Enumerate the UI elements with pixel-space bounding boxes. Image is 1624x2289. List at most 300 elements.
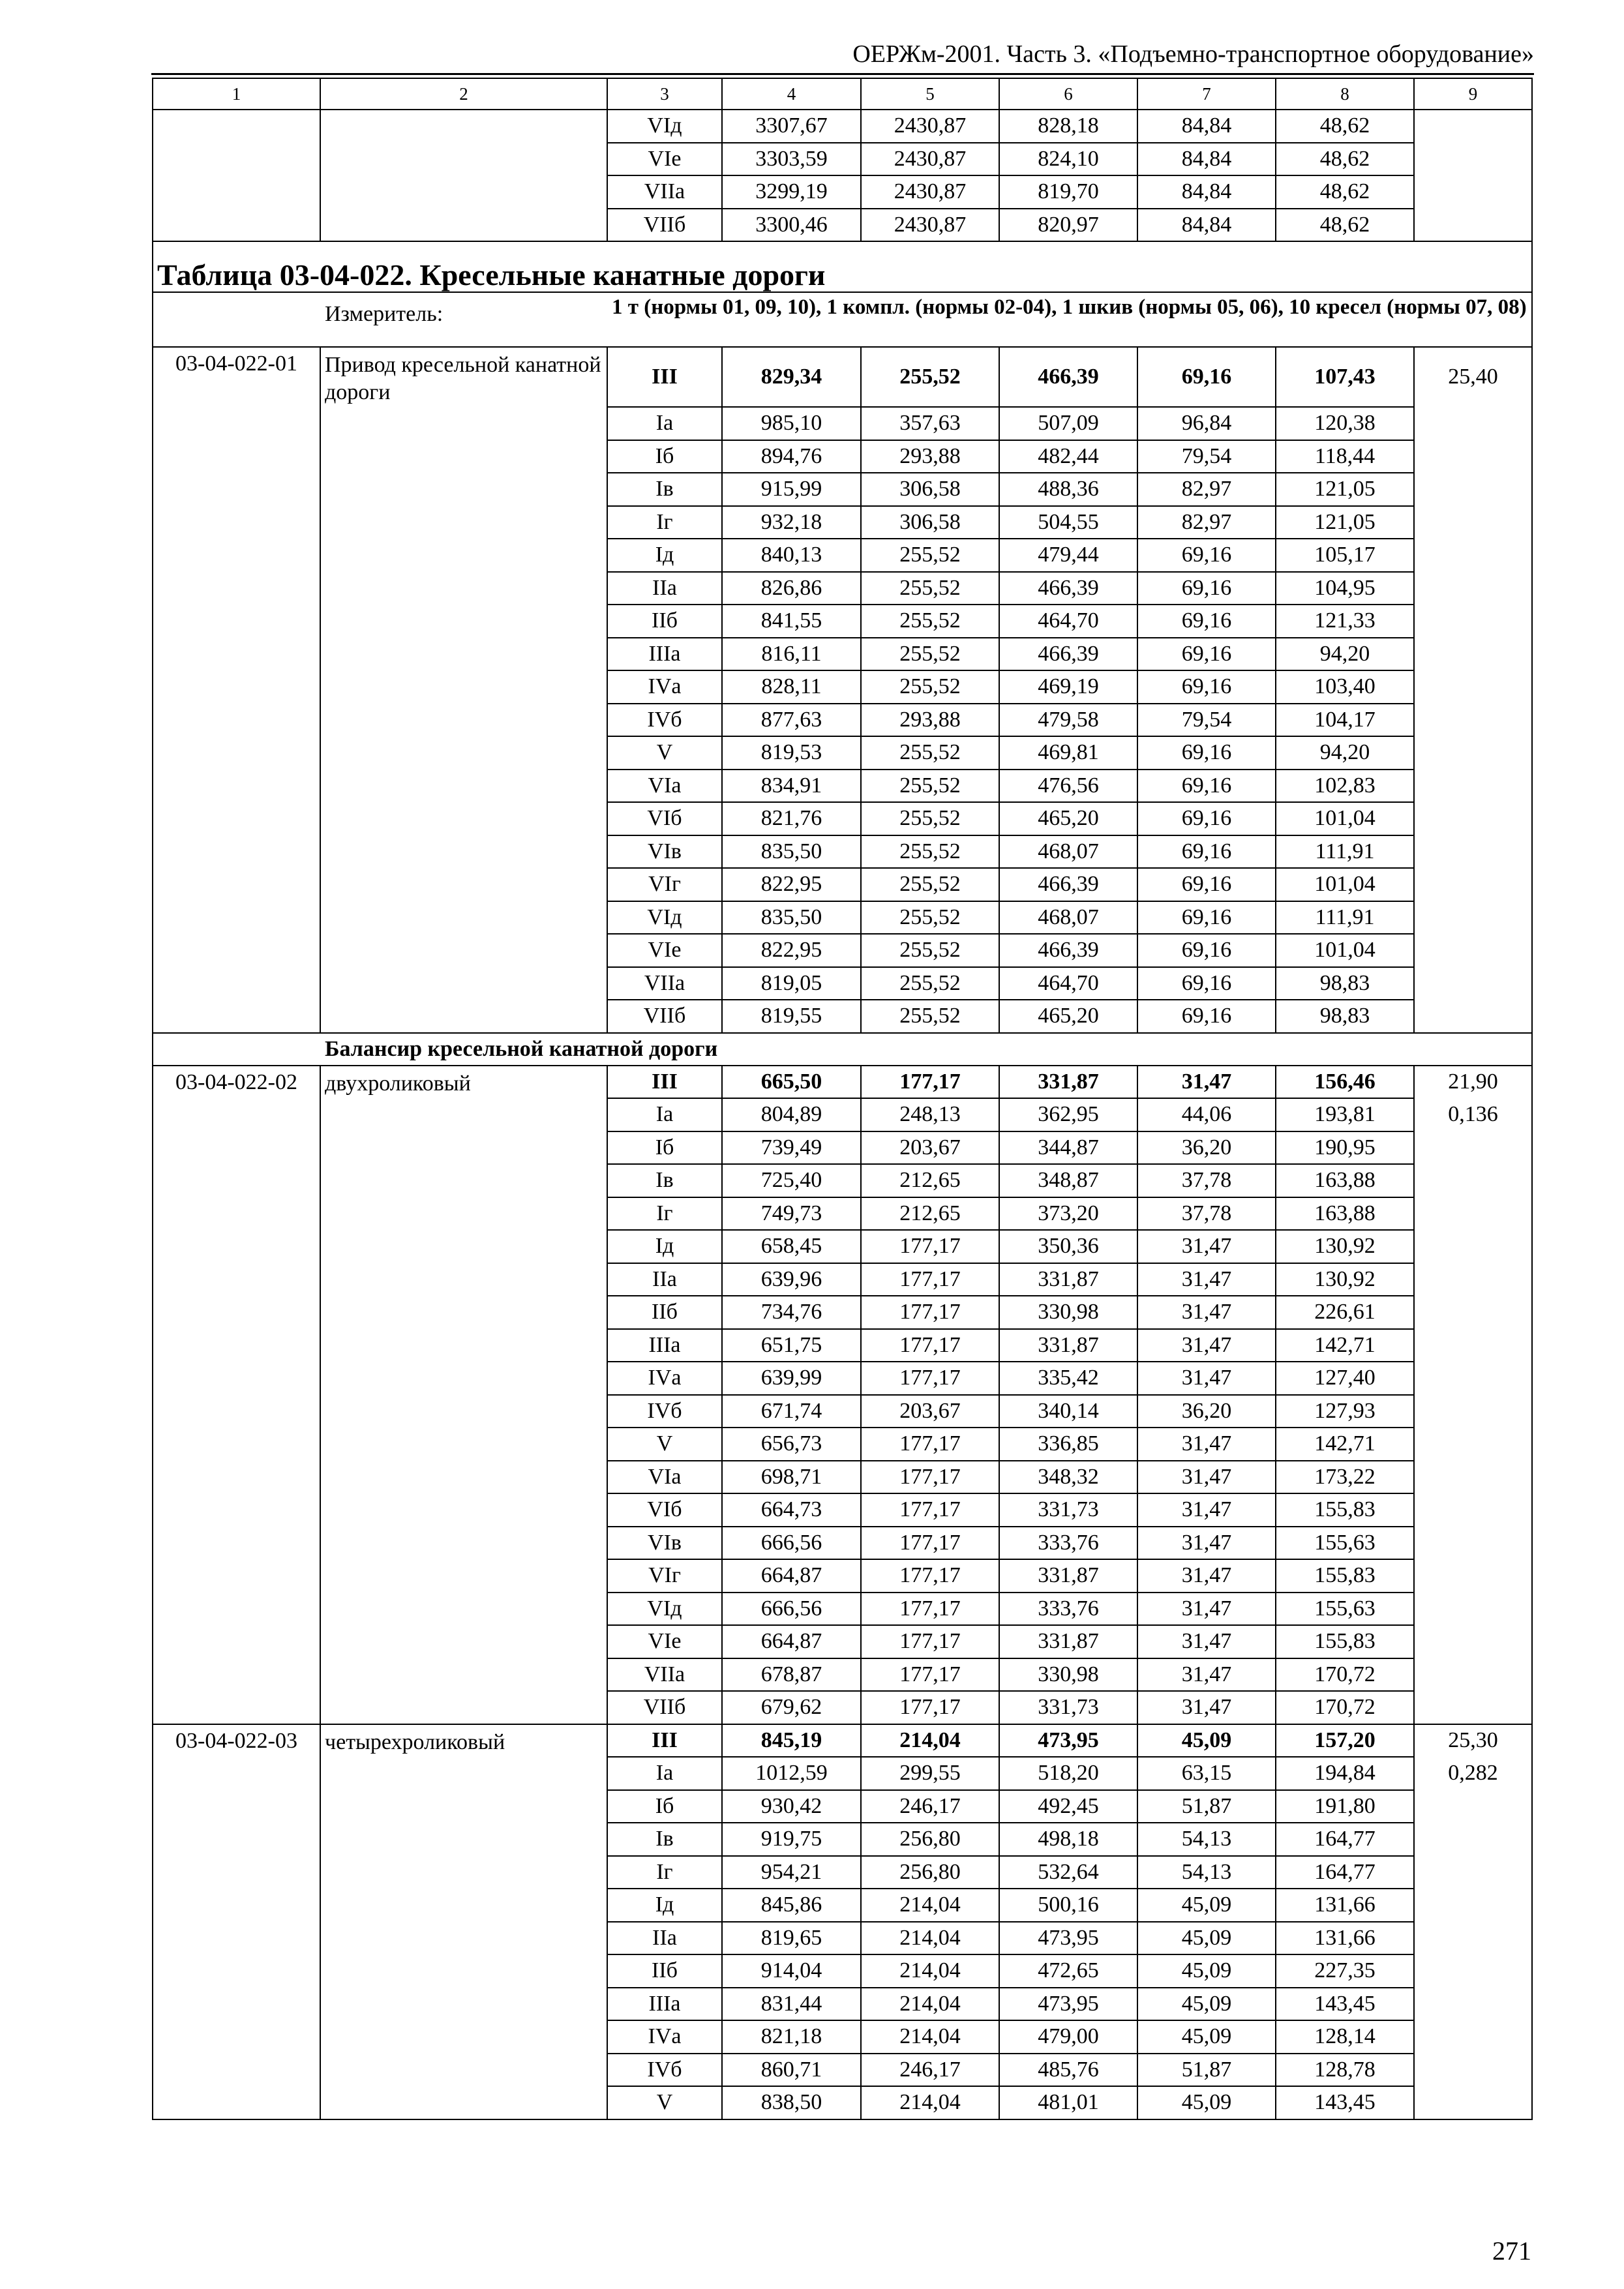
value-cell: 734,76	[722, 1296, 861, 1329]
col9-cell	[1414, 1856, 1532, 1889]
value-cell: 362,95	[999, 1098, 1137, 1131]
col9-cell	[1414, 802, 1532, 835]
code-cell	[153, 1823, 320, 1856]
value-cell: 255,52	[861, 835, 999, 869]
zone-cell: IVа	[607, 2020, 722, 2054]
col9-cell	[1414, 2086, 1532, 2119]
table-row	[153, 1790, 1532, 1823]
code-cell	[153, 143, 320, 176]
value-cell: 101,04	[1276, 934, 1414, 967]
zone-cell: IIIа	[607, 1988, 722, 2021]
col9-cell	[1414, 1263, 1532, 1296]
name-cell	[320, 1461, 607, 1494]
code-cell	[153, 1625, 320, 1658]
name-cell	[320, 1230, 607, 1263]
col9-cell	[1414, 736, 1532, 770]
value-cell: 69,16	[1137, 967, 1276, 1000]
value-cell: 651,75	[722, 1329, 861, 1362]
value-cell: 155,83	[1276, 1625, 1414, 1658]
table-row	[153, 1164, 1532, 1197]
value-cell: 2430,87	[861, 175, 999, 209]
table-row	[153, 1658, 1532, 1692]
name-cell	[320, 934, 607, 967]
value-cell: 256,80	[861, 1856, 999, 1889]
value-cell: 101,04	[1276, 802, 1414, 835]
zone-cell: VIв	[607, 835, 722, 869]
value-cell: 31,47	[1137, 1593, 1276, 1626]
value-cell: 54,13	[1137, 1823, 1276, 1856]
value-cell: 255,52	[861, 802, 999, 835]
code-cell	[153, 209, 320, 242]
name-cell	[320, 175, 607, 209]
value-cell: 500,16	[999, 1889, 1137, 1922]
value-cell: 485,76	[999, 2054, 1137, 2087]
value-cell: 246,17	[861, 2054, 999, 2087]
value-cell: 191,80	[1276, 1790, 1414, 1823]
code-cell	[153, 1757, 320, 1790]
value-cell: 299,55	[861, 1757, 999, 1790]
value-cell: 69,16	[1137, 539, 1276, 572]
col9-cell	[1414, 110, 1532, 143]
value-cell: 45,09	[1137, 2086, 1276, 2119]
zone-cell: IIа	[607, 1922, 722, 1955]
code-cell	[153, 770, 320, 803]
value-cell: 131,66	[1276, 1922, 1414, 1955]
code-cell	[153, 1230, 320, 1263]
table-row	[153, 1527, 1532, 1560]
code-cell	[153, 1889, 320, 1922]
code-cell	[153, 572, 320, 605]
code-cell	[153, 1461, 320, 1494]
value-cell: 214,04	[861, 1724, 999, 1758]
value-cell: 350,36	[999, 1230, 1137, 1263]
header-rule	[151, 73, 1534, 75]
table-row	[153, 1757, 1532, 1790]
name-cell	[320, 1823, 607, 1856]
value-cell: 51,87	[1137, 1790, 1276, 1823]
value-cell: 163,88	[1276, 1164, 1414, 1197]
value-cell: 331,87	[999, 1066, 1137, 1099]
table-row	[153, 670, 1532, 704]
value-cell: 104,95	[1276, 572, 1414, 605]
col9-cell	[1414, 175, 1532, 209]
name-cell	[320, 1559, 607, 1593]
column-number-row	[153, 78, 1532, 110]
value-cell: 177,17	[861, 1230, 999, 1263]
value-cell: 348,87	[999, 1164, 1137, 1197]
column-number: 4	[722, 78, 861, 110]
value-cell: 128,78	[1276, 2054, 1414, 2087]
col9-cell	[1414, 1889, 1532, 1922]
value-cell: 69,16	[1137, 605, 1276, 638]
value-cell: 69,16	[1137, 736, 1276, 770]
code-cell	[153, 934, 320, 967]
value-cell: 214,04	[861, 2086, 999, 2119]
col9-cell	[1414, 473, 1532, 506]
col9-cell	[1414, 2054, 1532, 2087]
value-cell: 877,63	[722, 704, 861, 737]
col9-cell	[1414, 670, 1532, 704]
value-cell: 469,19	[999, 670, 1137, 704]
value-cell: 466,39	[999, 638, 1137, 671]
value-cell: 841,55	[722, 605, 861, 638]
code-cell	[153, 2086, 320, 2119]
value-cell: 44,06	[1137, 1098, 1276, 1131]
name-cell	[320, 1362, 607, 1395]
running-header: ОЕРЖм-2001. Часть 3. «Подъемно-транспортное оборудование»	[852, 40, 1534, 68]
value-cell: 507,09	[999, 407, 1137, 440]
name-cell	[320, 1263, 607, 1296]
col9-cell	[1414, 1461, 1532, 1494]
value-cell: 465,20	[999, 1000, 1137, 1033]
value-cell: 819,70	[999, 175, 1137, 209]
value-cell: 177,17	[861, 1362, 999, 1395]
zone-cell: III	[607, 1066, 722, 1099]
zone-cell: VIе	[607, 143, 722, 176]
value-cell: 838,50	[722, 2086, 861, 2119]
zone-cell: Iд	[607, 1889, 722, 1922]
value-cell: 36,20	[1137, 1395, 1276, 1428]
table-row	[153, 1625, 1532, 1658]
column-number: 5	[861, 78, 999, 110]
zone-cell: VIе	[607, 1625, 722, 1658]
value-cell: 36,20	[1137, 1131, 1276, 1165]
value-cell: 725,40	[722, 1164, 861, 1197]
value-cell: 212,65	[861, 1197, 999, 1231]
zone-cell: Iа	[607, 1757, 722, 1790]
value-cell: 504,55	[999, 506, 1137, 539]
name-cell	[320, 572, 607, 605]
table-row	[153, 539, 1532, 572]
value-cell: 255,52	[861, 901, 999, 935]
name-cell	[320, 901, 607, 935]
value-cell: 105,17	[1276, 539, 1414, 572]
value-cell: 177,17	[861, 1066, 999, 1099]
table-row	[153, 572, 1532, 605]
value-cell: 102,83	[1276, 770, 1414, 803]
col9-cell	[1414, 1625, 1532, 1658]
value-cell: 84,84	[1137, 143, 1276, 176]
value-cell: 98,83	[1276, 967, 1414, 1000]
zone-cell: VIд	[607, 1593, 722, 1626]
value-cell: 164,77	[1276, 1823, 1414, 1856]
table-row	[153, 1362, 1532, 1395]
value-cell: 214,04	[861, 1954, 999, 1988]
value-cell: 293,88	[861, 704, 999, 737]
value-cell: 84,84	[1137, 175, 1276, 209]
value-cell: 173,22	[1276, 1461, 1414, 1494]
col9-cell	[1414, 704, 1532, 737]
value-cell: 3303,59	[722, 143, 861, 176]
code-cell	[153, 638, 320, 671]
zone-cell: Iб	[607, 1131, 722, 1165]
value-cell: 164,77	[1276, 1856, 1414, 1889]
value-cell: 177,17	[861, 1493, 999, 1527]
value-cell: 481,01	[999, 2086, 1137, 2119]
value-cell: 127,93	[1276, 1395, 1414, 1428]
value-cell: 255,52	[861, 605, 999, 638]
table-row	[153, 143, 1532, 176]
code-cell	[153, 110, 320, 143]
value-cell: 819,65	[722, 1922, 861, 1955]
table-row	[153, 1461, 1532, 1494]
value-cell: 190,95	[1276, 1131, 1414, 1165]
value-cell: 194,84	[1276, 1757, 1414, 1790]
value-cell: 121,05	[1276, 506, 1414, 539]
zone-cell: Iг	[607, 1197, 722, 1231]
value-cell: 3307,67	[722, 110, 861, 143]
col9-cell	[1414, 1790, 1532, 1823]
zone-cell: IVа	[607, 1362, 722, 1395]
table-row	[153, 1263, 1532, 1296]
value-cell: 31,47	[1137, 1428, 1276, 1461]
name-cell	[320, 2086, 607, 2119]
table-row	[153, 934, 1532, 967]
zone-cell: Iа	[607, 1098, 722, 1131]
table-row	[153, 770, 1532, 803]
value-cell: 698,71	[722, 1461, 861, 1494]
name-cell	[320, 1593, 607, 1626]
value-cell: 193,81	[1276, 1098, 1414, 1131]
value-cell: 3300,46	[722, 209, 861, 242]
table-row	[153, 1428, 1532, 1461]
value-cell: 835,50	[722, 901, 861, 935]
value-cell: 639,99	[722, 1362, 861, 1395]
value-cell: 69,16	[1137, 572, 1276, 605]
code-cell	[153, 967, 320, 1000]
zone-cell: VIе	[607, 934, 722, 967]
zone-cell: V	[607, 1428, 722, 1461]
col9-cell	[1414, 638, 1532, 671]
table-row	[153, 1493, 1532, 1527]
code-cell	[153, 1131, 320, 1165]
zone-cell: Iд	[607, 1230, 722, 1263]
table-row	[153, 1098, 1532, 1131]
value-cell: 468,07	[999, 901, 1137, 935]
value-cell: 932,18	[722, 506, 861, 539]
value-cell: 94,20	[1276, 736, 1414, 770]
value-cell: 919,75	[722, 1823, 861, 1856]
code-cell	[153, 1790, 320, 1823]
value-cell: 31,47	[1137, 1559, 1276, 1593]
code-cell	[153, 1527, 320, 1560]
value-cell: 130,92	[1276, 1230, 1414, 1263]
name-cell	[320, 209, 607, 242]
value-cell: 107,43	[1276, 347, 1414, 407]
zone-cell: VIв	[607, 1527, 722, 1560]
name-cell	[320, 1098, 607, 1131]
col9-cell	[1414, 1230, 1532, 1263]
value-cell: 255,52	[861, 967, 999, 1000]
value-cell: 479,58	[999, 704, 1137, 737]
value-cell: 678,87	[722, 1658, 861, 1692]
value-cell: 69,16	[1137, 934, 1276, 967]
value-cell: 121,33	[1276, 605, 1414, 638]
value-cell: 255,52	[861, 638, 999, 671]
value-cell: 31,47	[1137, 1230, 1276, 1263]
table-row	[153, 110, 1532, 143]
col9-cell	[1414, 770, 1532, 803]
code-cell	[153, 1658, 320, 1692]
value-cell: 831,44	[722, 1988, 861, 2021]
name-cell	[320, 1856, 607, 1889]
table-row	[153, 473, 1532, 506]
value-cell: 658,45	[722, 1230, 861, 1263]
value-cell: 1012,59	[722, 1757, 861, 1790]
name-cell	[320, 1691, 607, 1724]
value-cell: 82,97	[1137, 506, 1276, 539]
code-cell	[153, 1988, 320, 2021]
name-cell	[320, 1954, 607, 1988]
col9-cell	[1414, 1428, 1532, 1461]
value-cell: 2430,87	[861, 209, 999, 242]
code-cell	[153, 835, 320, 869]
value-cell: 111,91	[1276, 901, 1414, 935]
value-cell: 31,47	[1137, 1691, 1276, 1724]
value-cell: 914,04	[722, 1954, 861, 1988]
name-cell	[320, 736, 607, 770]
value-cell: 255,52	[861, 770, 999, 803]
value-cell: 845,19	[722, 1724, 861, 1758]
name-cell	[320, 835, 607, 869]
value-cell: 155,83	[1276, 1493, 1414, 1527]
value-cell: 255,52	[861, 347, 999, 407]
value-cell: 819,53	[722, 736, 861, 770]
column-number: 8	[1276, 78, 1414, 110]
col9-cell	[1414, 1395, 1532, 1428]
value-cell: 48,62	[1276, 175, 1414, 209]
zone-cell: Iб	[607, 1790, 722, 1823]
value-cell: 214,04	[861, 1889, 999, 1922]
column-number: 2	[320, 78, 607, 110]
value-cell: 155,63	[1276, 1593, 1414, 1626]
name-cell	[320, 638, 607, 671]
value-cell: 333,76	[999, 1593, 1137, 1626]
code-cell	[153, 1954, 320, 1988]
value-cell: 84,84	[1137, 209, 1276, 242]
value-cell: 31,47	[1137, 1329, 1276, 1362]
value-cell: 31,47	[1137, 1066, 1276, 1099]
table-row	[153, 407, 1532, 440]
page-number: 271	[1492, 2236, 1531, 2266]
zone-cell: Iд	[607, 539, 722, 572]
value-cell: 45,09	[1137, 1988, 1276, 2021]
col9-cell	[1414, 868, 1532, 901]
code-cell	[153, 802, 320, 835]
value-cell: 464,70	[999, 967, 1137, 1000]
name-cell	[320, 1164, 607, 1197]
value-cell: 915,99	[722, 473, 861, 506]
zone-cell: IIIа	[607, 638, 722, 671]
value-cell: 45,09	[1137, 1889, 1276, 1922]
value-cell: 142,71	[1276, 1428, 1414, 1461]
value-cell: 48,62	[1276, 110, 1414, 143]
col9-cell	[1414, 143, 1532, 176]
value-cell: 120,38	[1276, 407, 1414, 440]
value-cell: 256,80	[861, 1823, 999, 1856]
zone-cell: IIб	[607, 1954, 722, 1988]
value-cell: 214,04	[861, 1922, 999, 1955]
value-cell: 255,52	[861, 572, 999, 605]
name-cell	[320, 1493, 607, 1527]
name-cell	[320, 473, 607, 506]
value-cell: 826,86	[722, 572, 861, 605]
zone-cell: Iв	[607, 1823, 722, 1856]
code-cell	[153, 605, 320, 638]
value-cell: 143,45	[1276, 1988, 1414, 2021]
table-row	[153, 901, 1532, 935]
value-cell: 255,52	[861, 539, 999, 572]
table-row	[153, 1823, 1532, 1856]
col9-value: 25,30	[1414, 1724, 1532, 1758]
value-cell: 31,47	[1137, 1362, 1276, 1395]
col9-cell	[1414, 209, 1532, 242]
code-cell	[153, 2020, 320, 2054]
column-number: 6	[999, 78, 1137, 110]
zone-cell: VIIб	[607, 1691, 722, 1724]
col9-cell	[1414, 1197, 1532, 1231]
table-row	[153, 1988, 1532, 2021]
value-cell: 143,45	[1276, 2086, 1414, 2119]
col9-cell	[1414, 1593, 1532, 1626]
col9-cell	[1414, 1329, 1532, 1362]
zone-cell: IIа	[607, 572, 722, 605]
zone-cell: Iв	[607, 473, 722, 506]
value-cell: 255,52	[861, 934, 999, 967]
code-cell	[153, 704, 320, 737]
zone-cell: IIIа	[607, 1329, 722, 1362]
zone-cell: Iб	[607, 440, 722, 473]
value-cell: 829,34	[722, 347, 861, 407]
norm-code: 03-04-022-03	[153, 1724, 320, 1758]
zone-cell: VIа	[607, 1461, 722, 1494]
value-cell: 177,17	[861, 1559, 999, 1593]
value-cell: 69,16	[1137, 868, 1276, 901]
value-cell: 103,40	[1276, 670, 1414, 704]
name-cell	[320, 1988, 607, 2021]
code-cell	[153, 2054, 320, 2087]
value-cell: 344,87	[999, 1131, 1137, 1165]
zone-cell: Iа	[607, 407, 722, 440]
value-cell: 69,16	[1137, 638, 1276, 671]
code-cell	[153, 1263, 320, 1296]
value-cell: 155,83	[1276, 1559, 1414, 1593]
zone-cell: VIIа	[607, 1658, 722, 1692]
value-cell: 131,66	[1276, 1889, 1414, 1922]
name-cell	[320, 2020, 607, 2054]
col9-cell	[1414, 967, 1532, 1000]
subheading: Балансир кресельной канатной дороги	[320, 1033, 1532, 1066]
name-cell	[320, 506, 607, 539]
column-number: 7	[1137, 78, 1276, 110]
value-cell: 479,44	[999, 539, 1137, 572]
norm-code: 03-04-022-02	[153, 1066, 320, 1099]
value-cell: 656,73	[722, 1428, 861, 1461]
name-cell	[320, 1889, 607, 1922]
value-cell: 985,10	[722, 407, 861, 440]
value-cell: 255,52	[861, 1000, 999, 1033]
value-cell: 96,84	[1137, 407, 1276, 440]
value-cell: 79,54	[1137, 704, 1276, 737]
value-cell: 51,87	[1137, 2054, 1276, 2087]
zone-cell: IIа	[607, 1263, 722, 1296]
value-cell: 255,52	[861, 670, 999, 704]
norm-code: 03-04-022-01	[153, 347, 320, 407]
value-cell: 214,04	[861, 1988, 999, 2021]
code-cell	[153, 407, 320, 440]
zone-cell: IIб	[607, 605, 722, 638]
value-cell: 671,74	[722, 1395, 861, 1428]
